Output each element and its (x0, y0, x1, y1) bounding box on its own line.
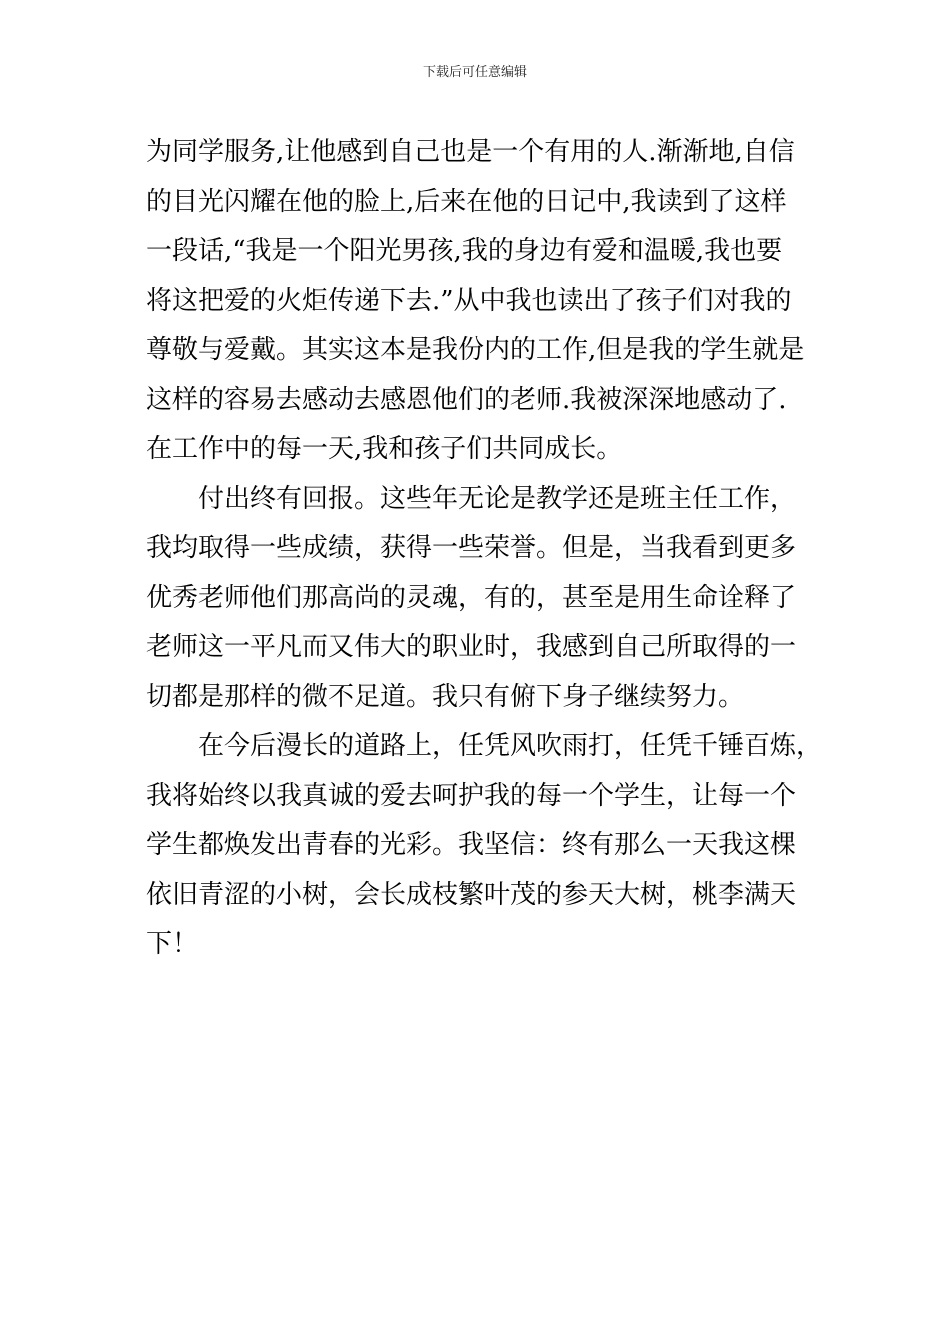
text-line: 一段话,“我是一个阳光男孩,我的身边有爱和温暖,我也要 (146, 236, 783, 266)
text-line: 我均取得一些成绩，获得一些荣誉。但是，当我看到更多 (146, 533, 797, 563)
text-line: 在工作中的每一天,我和孩子们共同成长。 (146, 434, 623, 464)
text-line: 我将始终以我真诚的爱去呵护我的每一个学生，让每一个 (146, 780, 797, 811)
text-line: 的目光闪耀在他的脸上,后来在他的日记中,我读到了这样 (146, 186, 787, 217)
text-line: 切都是那样的微不足道。我只有俯下身子继续努力。 (146, 681, 745, 712)
text-line: 尊敬与爱戴。其实这本是我份内的工作,但是我的学生就是 (146, 335, 805, 365)
text-line: 这样的容易去感动去感恩他们的老师.我被深深地感动了. (146, 384, 787, 415)
text-line: 依旧青涩的小树，会长成枝繁叶茂的参天大树，桃李满天 (146, 879, 797, 910)
text-line: 为同学服务,让他感到自己也是一个有用的人.渐渐地,自信 (146, 137, 795, 167)
text-line: 下！ (146, 929, 199, 959)
document-body (146, 128, 826, 970)
page-header: 下载后可任意编辑 (422, 65, 527, 80)
paragraph-start-line: 在今后漫长的道路上，任凭风吹雨打，任凭千锤百炼， (198, 731, 823, 761)
text-line: 将这把爱的火炬传递下去.”从中我也读出了孩子们对我的 (146, 285, 792, 316)
text-line: 老师这一平凡而又伟大的职业时，我感到自己所取得的一 (146, 632, 797, 662)
paragraph-start-line: 付出终有回报。这些年无论是教学还是班主任工作， (198, 483, 797, 514)
text-line: 优秀老师他们那高尚的灵魂，有的，甚至是用生命诠释了 (146, 582, 797, 613)
text-line: 学生都焕发出青春的光彩。我坚信：终有那么一天我这棵 (146, 830, 797, 860)
